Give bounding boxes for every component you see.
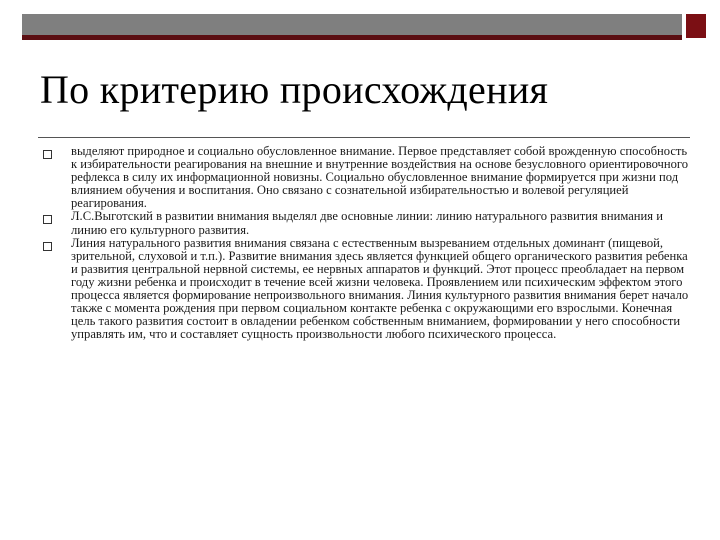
bullet-item bbox=[42, 237, 692, 342]
corner-accent-square bbox=[686, 14, 706, 38]
bullet-item bbox=[42, 145, 692, 210]
bullet-text: Линия натурального развития внимания связана с естественным вызреванием отдельных доминант (пищевой, зрительной, слуховой и т.п.). Развитие внимания здесь является функцией общего органического развития ребенка и развития центральной нервной системы, ее нервных аппаратов и функций. Этот процесс преобладает на первом году жизни ребенка и происходит в течение всей жизни человека. Проявлением или психическим эффектом этого процесса является формирование непроизвольного внимания. Линия культурного развития внимания берет начало также с момента рождения при первом социальном контакте ребенка с окружающими его взрослыми. Конечная цель такого развития состоит в овладении ребенком собственным вниманием, формировании у него способности управлять им, что и составляет сущность произвольности любого психического процесса. bbox=[71, 235, 689, 342]
title-divider bbox=[38, 137, 690, 138]
bullet-item bbox=[42, 210, 692, 236]
hollow-square-bullet-icon bbox=[43, 150, 52, 159]
hollow-square-bullet-icon bbox=[43, 242, 52, 251]
hollow-square-bullet-icon bbox=[43, 215, 52, 224]
slide-title: По критерию происхождения bbox=[40, 67, 549, 112]
top-bar-accent-line bbox=[22, 35, 682, 40]
bullet-list bbox=[42, 145, 692, 341]
bullet-text: Л.С.Выготский в развитии внимания выделял две основные линии: линию натурального развития внимания и линию его культурного развития. bbox=[71, 209, 663, 237]
top-decorative-bar bbox=[22, 14, 682, 36]
bullet-text: выделяют природное и социально обусловленное внимание. Первое представляет собой врожденную способность к избирательности реагирования на внешние и внутренние воздействия на основе безусловного ориентировочного рефлекса в силу их информационной новизны. Социально обусловленное внимание формируется при жизни под влиянием обучения и воспитания. Оно связано с сознательной избирательностью и волевой регуляцией реагирования. bbox=[71, 144, 689, 211]
